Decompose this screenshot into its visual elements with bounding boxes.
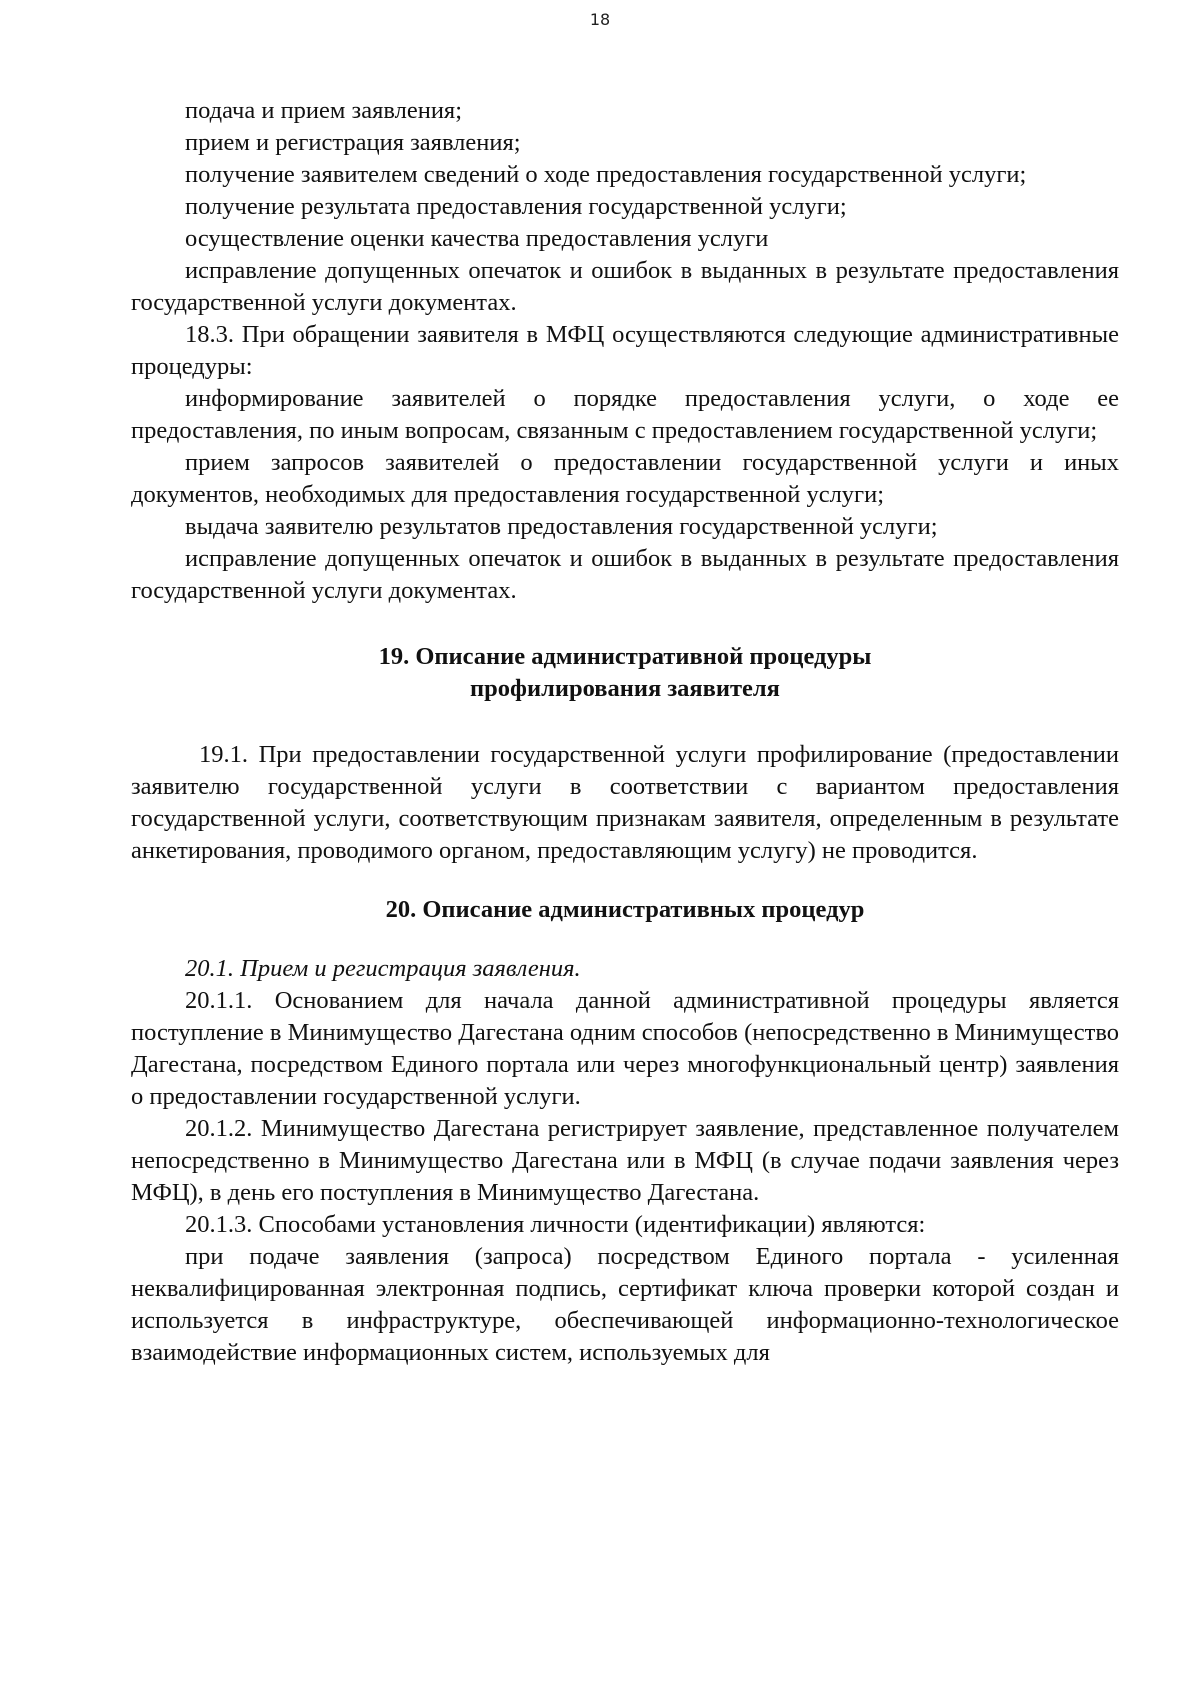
list-item: получение результата предоставления государственной услуги; bbox=[185, 193, 847, 220]
list-item: подача и прием заявления; bbox=[185, 97, 463, 124]
spacer bbox=[131, 926, 1119, 953]
subsection-title-20-1: 20.1. Прием и регистрация заявления. bbox=[185, 955, 581, 982]
list-item: выдача заявителю результатов предоставления государственной услуги; bbox=[185, 513, 938, 540]
paragraph-20-1-3: 20.1.3. Способами установления личности (идентификации) являются: bbox=[185, 1211, 926, 1238]
list-item: прием и регистрация заявления; bbox=[185, 129, 521, 156]
list-item: прием запросов заявителей о предоставлении государственной услуги и иных документов, необходимых для предоставления государственной услуги; bbox=[131, 449, 1119, 508]
paragraph-20-1-1: 20.1.1. Основанием для начала данной административной процедуры является поступление в Минимущество Дагестана одним способов (непосредственно в Минимущество Дагестана, посредством Единого портала или через многофункциональный центр) заявления о предоставлении государственной услуги. bbox=[131, 987, 1119, 1110]
list-item: исправление допущенных опечаток и ошибок в выданных в результате предоставления государственной услуги документах. bbox=[131, 257, 1119, 316]
list-item: получение заявителем сведений о ходе предоставления государственной услуги; bbox=[185, 161, 1027, 188]
section-heading-19-line1: 19. Описание административной процедуры bbox=[378, 643, 872, 670]
document-body bbox=[131, 95, 1119, 1369]
paragraph-20-1-3-a: при подаче заявления (запроса) посредством Единого портала - усиленная неквалифицированная электронная подпись, сертификат ключа проверки которой создан и используется в инфраструктуре, обеспечивающей информационно-технологическое взаимодействие информационных систем, используемых для bbox=[131, 1243, 1119, 1366]
spacer bbox=[131, 867, 1119, 894]
spacer bbox=[131, 607, 1119, 641]
paragraph-19-1: 19.1. При предоставлении государственной услуги профилирование (предоставлении заявителю государственной услуги в соответствии с вариантом предоставления государственной услуги, соответствующим признакам заявителя, определенным в результате анкетирования, проводимого органом, предоставляющим услугу) не проводится. bbox=[131, 741, 1119, 864]
section-heading-19-line2: профилирования заявителя bbox=[470, 675, 780, 702]
paragraph-18-3: 18.3. При обращении заявителя в МФЦ осуществляются следующие административные процедуры: bbox=[131, 321, 1119, 380]
list-item: осуществление оценки качества предоставления услуги bbox=[185, 225, 769, 252]
page-number: 18 bbox=[589, 10, 611, 29]
section-heading-20: 20. Описание административных процедур bbox=[385, 896, 865, 923]
spacer bbox=[131, 705, 1119, 739]
paragraph-20-1-2: 20.1.2. Минимущество Дагестана регистрирует заявление, представленное получателем непосредственно в Минимущество Дагестана или в МФЦ (в случае подачи заявления через МФЦ), в день его поступления в Минимущество Дагестана. bbox=[131, 1115, 1119, 1206]
list-item: информирование заявителей о порядке предоставления услуги, о ходе ее предоставления, по иным вопросам, связанным с предоставлением государственной услуги; bbox=[131, 385, 1119, 444]
list-item: исправление допущенных опечаток и ошибок в выданных в результате предоставления государственной услуги документах. bbox=[131, 545, 1119, 604]
